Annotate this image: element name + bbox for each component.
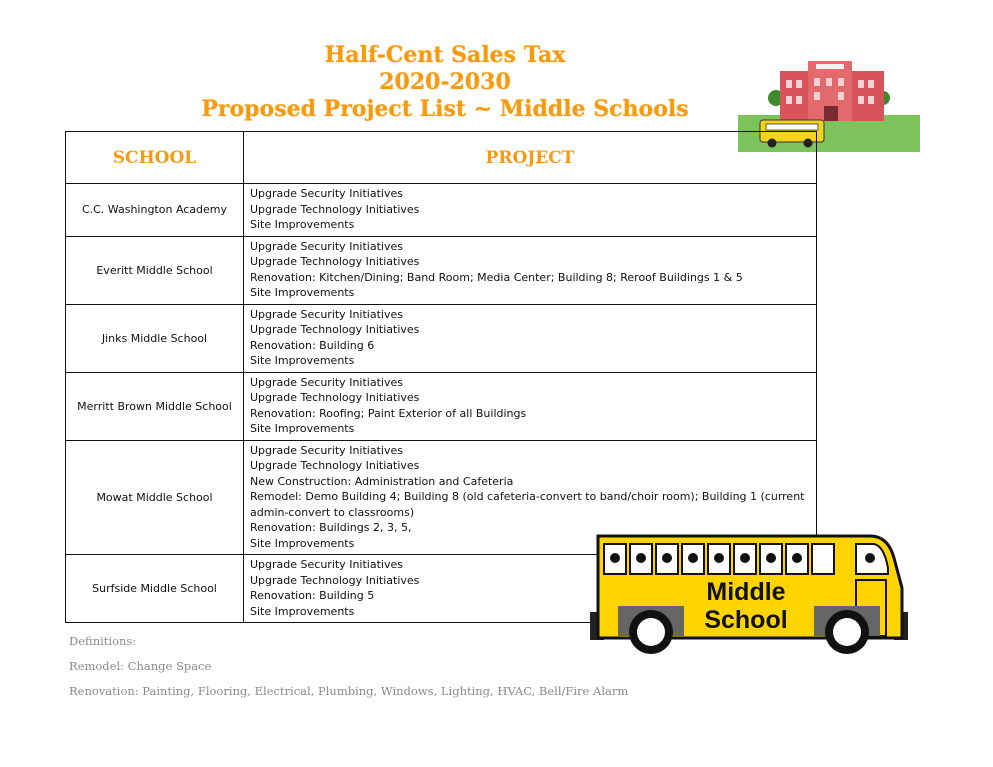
project-item: Upgrade Technology Initiatives [250, 323, 420, 336]
project-item: Upgrade Technology Initiatives [250, 202, 420, 216]
project-item: Upgrade Technology Initiatives [250, 255, 420, 268]
project-item: Upgrade Security Initiatives [250, 558, 403, 571]
project-item: Upgrade Security Initiatives [250, 375, 403, 389]
table-row [66, 184, 817, 237]
project-item: Remodel: Demo Building 4; Building 8 (old cafeteria-convert to band/choir room); Building 1 (current admin-convert to classrooms) [250, 490, 805, 519]
project-item: Renovation: Building 6 [250, 338, 375, 352]
project-item: New Construction: Administration and Cafeteria [250, 474, 514, 488]
project-item: Renovation: Roofing; Paint Exterior of all Buildings [250, 406, 527, 420]
table-row [66, 236, 817, 304]
school-name: Jinks Middle School [66, 304, 244, 372]
definition-remodel: Remodel: Change Space [69, 659, 212, 673]
project-item: Upgrade Technology Initiatives [250, 391, 420, 404]
school-name: C.C. Washington Academy [66, 184, 244, 237]
project-item: Upgrade Security Initiatives [250, 187, 403, 200]
bus-label-line-1: Middle [706, 578, 786, 606]
project-item: Site Improvements [250, 354, 355, 367]
column-header-project: PROJECT [244, 132, 817, 184]
project-list [244, 304, 817, 372]
project-item: Renovation: Buildings 2, 3, 5, [250, 521, 412, 534]
school-name: Surfside Middle School [66, 555, 244, 623]
column-header-school: SCHOOL [66, 132, 244, 184]
school-bus-icon [588, 528, 910, 664]
school-name: Mowat Middle School [66, 440, 244, 555]
table-row [66, 304, 817, 372]
school-name: Everitt Middle School [66, 236, 244, 304]
project-item: Upgrade Technology Initiatives [250, 459, 420, 472]
project-item: Renovation: Building 5 [250, 589, 375, 602]
project-item: Upgrade Security Initiatives [250, 239, 403, 253]
project-item: Upgrade Security Initiatives [250, 307, 403, 321]
title-line-3: Proposed Project List ~ Middle Schools [201, 96, 689, 122]
project-item: Site Improvements [250, 218, 355, 231]
project-list [244, 184, 817, 237]
project-item: Site Improvements [250, 422, 355, 435]
project-list [244, 372, 817, 440]
definitions-heading: Definitions: [69, 634, 137, 648]
bus-label-line-2: School [704, 606, 788, 634]
project-item: Upgrade Technology Initiatives [250, 573, 420, 587]
project-item: Upgrade Security Initiatives [250, 443, 403, 457]
definition-renovation: Renovation: Painting, Flooring, Electrical, Plumbing, Windows, Lighting, HVAC, Bell/Fire Alarm [69, 684, 629, 698]
project-item: Site Improvements [250, 604, 355, 618]
project-item: Site Improvements [250, 536, 355, 550]
title-line-2: 2020-2030 [379, 69, 511, 95]
project-item: Renovation: Kitchen/Dining; Band Room; Media Center; Building 8; Reroof Buildings 1 & 5 [250, 270, 743, 284]
school-name: Merritt Brown Middle School [66, 372, 244, 440]
project-item: Site Improvements [250, 286, 355, 299]
document-title [150, 42, 740, 123]
title-line-1: Half-Cent Sales Tax [324, 42, 566, 68]
project-list [244, 236, 817, 304]
table-row [66, 372, 817, 440]
table-header-row [66, 132, 817, 184]
definitions [69, 633, 628, 708]
